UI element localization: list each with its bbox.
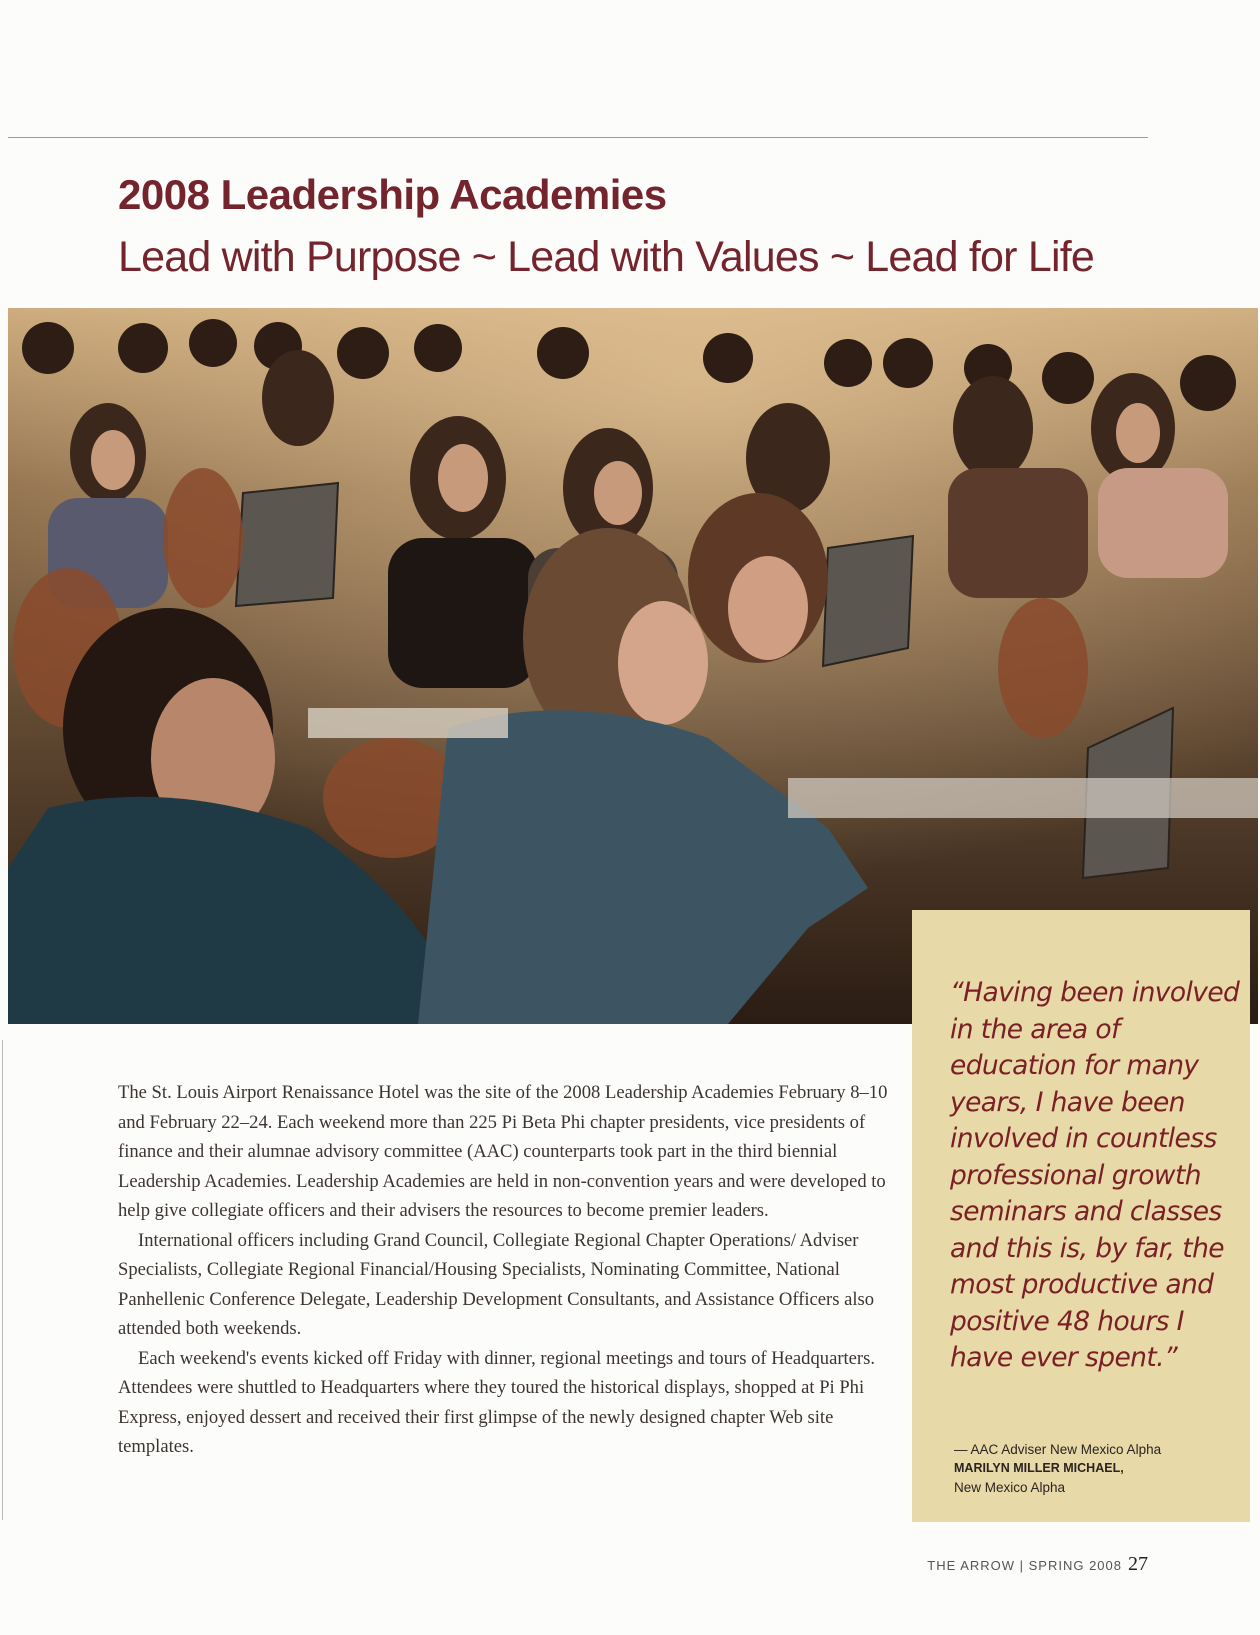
page-number: 27 <box>1128 1553 1148 1575</box>
margin-line <box>2 1040 3 1520</box>
pull-quote-text: “Having been involved in the area of education for many years, I have been involved in countless professional growth seminars and classes and this is, by far, the most productive and positive 48 hours I have ever spent.” <box>950 977 1240 1373</box>
attribution-role: — AAC Adviser New Mexico Alpha <box>954 1442 1162 1457</box>
paragraph-2: International officers including Grand Council, Collegiate Regional Chapter Operations/ Adviser Specialists, Collegiate Regional Financial/Housing Specialists, Nominating Committee, National Panhellenic Conference Delegate, Leadership Development Consultants, and Assistance Officers also attended both weekends. <box>118 1229 875 1339</box>
pull-quote-box <box>912 910 1250 1522</box>
page-footer <box>927 1553 1148 1576</box>
page-title: 2008 Leadership Academies <box>118 171 667 218</box>
top-rule <box>8 137 1148 138</box>
publication-name: THE ARROW | SPRING 2008 <box>927 1558 1122 1573</box>
pull-quote-attribution <box>954 1440 1244 1497</box>
attribution-name: MARILYN MILLER MICHAEL, <box>954 1461 1124 1475</box>
paragraph-3: Each weekend's events kicked off Friday with dinner, regional meetings and tours of Headquarters. Attendees were shuttled to Headquarters where they toured the historical displays, shopped at Pi Phi Express, enjoyed dessert and received their first glimpse of the newly designed chapter Web site templates. <box>118 1347 876 1457</box>
attribution-chapter: New Mexico Alpha <box>954 1480 1066 1495</box>
paragraph-1: The St. Louis Airport Renaissance Hotel was the site of the 2008 Leadership Academies February 8–10 and February 22–24. Each weekend more than 225 Pi Beta Phi chapter presidents, vice presidents of finance and their alumnae advisory committee (AAC) counterparts took part in the third biennial Leadership Academies. Leadership Academies are held in non-convention years and were developed to help give collegiate officers and their advisers the resources to become premier leaders. <box>118 1082 888 1221</box>
page-subtitle: Lead with Purpose ~ Lead with Values ~ Lead for Life <box>118 233 1094 281</box>
article-body <box>118 1078 890 1462</box>
